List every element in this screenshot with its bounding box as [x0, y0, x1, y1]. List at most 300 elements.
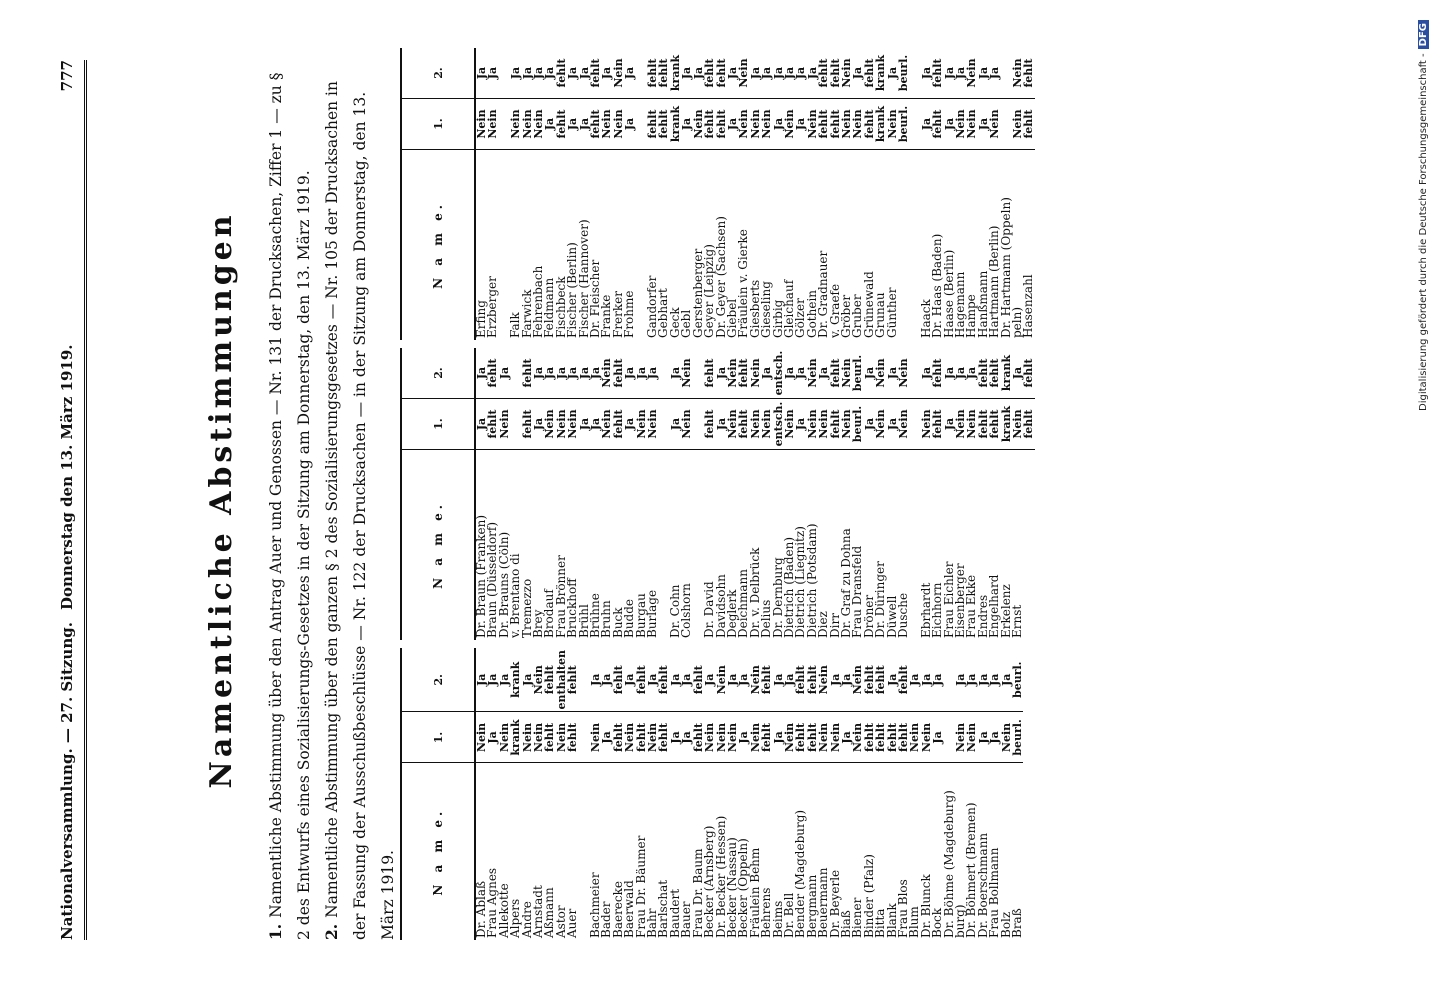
member-name: Barlschat: [656, 879, 671, 938]
member-name: Bergmann: [804, 874, 819, 938]
vote-2-value: Ja: [499, 648, 510, 712]
vote-2-value: fehlt: [522, 348, 533, 399]
vote-2-value: Ja: [989, 48, 1000, 99]
vote-2-value: Ja: [590, 348, 601, 399]
member-name: Gothein: [804, 289, 819, 338]
vote-2-value: Ja: [533, 348, 544, 399]
member-name: Frohme: [622, 290, 637, 338]
vote-1-value: fehlt: [1023, 399, 1034, 450]
vote-2-value: Nein: [716, 648, 727, 712]
table-row: [716, 48, 727, 340]
vote-1-value: Nein: [647, 399, 658, 450]
table-row: [590, 348, 601, 640]
vote-1-value: Nein: [738, 99, 749, 150]
vote-2-value: Ja: [522, 48, 533, 99]
table-row: [567, 348, 578, 640]
vote-1-value: Nein: [784, 99, 795, 150]
table-row: [522, 348, 533, 640]
vote-2-value: Nein: [1012, 48, 1023, 99]
vote-2-value: fehlt: [544, 648, 555, 712]
vote-2-value: Ja: [556, 348, 567, 399]
member-name: Giebel: [724, 298, 739, 338]
vote-2-value: krank: [510, 648, 521, 712]
vote-2-value: Ja: [716, 348, 727, 399]
vote-2-value: fehlt: [647, 48, 658, 99]
vote-1-value: Nein: [590, 712, 601, 763]
member-name: Bauer: [679, 901, 694, 938]
member-name: Frau Ekke: [964, 574, 979, 638]
member-name: Fischer (Berlin): [565, 242, 580, 338]
vote-2-value: Ja: [784, 648, 795, 712]
vote-2-value: Ja: [681, 648, 692, 712]
vote-2-value: fehlt: [830, 48, 841, 99]
vote-1-value: Ja: [795, 399, 806, 450]
vote-2-value: Ja: [475, 348, 487, 399]
member-name: Grünewald: [861, 271, 876, 338]
vote-2-value: Nein: [898, 348, 909, 399]
vote-1-value: Ja: [944, 99, 955, 150]
member-name: Beims: [770, 900, 785, 938]
vote-1-value: fehlt: [795, 712, 806, 763]
name-column-header: N a m e.: [431, 807, 445, 896]
vote-1-header: 1.: [401, 399, 475, 450]
member-name: Dietrich (Liegnitz): [793, 526, 808, 638]
member-name: Gleichauf: [781, 279, 796, 338]
vote-1-value: Nein: [955, 712, 966, 763]
vote-2-value: entsch.: [773, 348, 784, 399]
vote-2-value: Ja: [818, 348, 829, 399]
vote-2-value: fehlt: [864, 48, 875, 99]
table-row: [750, 348, 761, 640]
member-name: Dr. Boerschmann: [975, 832, 990, 938]
table-header-row: [401, 48, 475, 340]
vote-1-value: Nein: [716, 712, 727, 763]
vote-2-value: enthalten: [556, 648, 567, 712]
vote-1-value: Nein: [704, 712, 715, 763]
vote-1-value: fehlt: [932, 99, 943, 150]
vote-1-value: Nein: [624, 712, 635, 763]
vote-1-value: Nein: [761, 99, 772, 150]
vote-2-value: Ja: [624, 48, 635, 99]
member-name: Dietrich (Baden): [781, 536, 796, 638]
table-row: [898, 48, 909, 340]
vote-1-value: Ja: [773, 99, 784, 150]
motion-2: [318, 60, 402, 940]
vote-2-value: fehlt: [1023, 348, 1034, 399]
table-row: [807, 348, 818, 640]
vote-1-value: Ja: [579, 399, 590, 450]
member-name: Dr. Braun (Franken): [474, 514, 488, 638]
vote-1-value: Ja: [601, 712, 612, 763]
member-name: v. Graefe: [827, 283, 842, 338]
vote-1-value: Nein: [601, 399, 612, 450]
member-name: Haack: [918, 299, 933, 338]
vote-1-value: fehlt: [887, 712, 898, 763]
vote-1-value: Nein: [601, 99, 612, 150]
member-name: Gebhart: [656, 288, 671, 338]
vote-1-value: Ja: [624, 399, 635, 450]
vote-2-value: Nein: [727, 348, 738, 399]
vote-2-value: Ja: [921, 48, 932, 99]
vote-1-value: Ja: [624, 99, 635, 150]
vote-1-value: fehlt: [830, 99, 841, 150]
stamp-text: Digitalisierung gefördert durch die Deutsche Forschungsgemeinschaft -: [1418, 53, 1429, 411]
vote-2-value: Nein: [750, 348, 761, 399]
vote-2-value: fehlt: [590, 48, 601, 99]
member-name: Astor: [553, 905, 568, 938]
vote-2-value: Ja: [784, 348, 795, 399]
vote-1-value: Ja: [841, 712, 852, 763]
member-name: Hasenzahl: [1021, 274, 1036, 338]
member-name: Frau Dransfeld: [850, 545, 865, 638]
vote-2-value: Nein: [613, 48, 624, 99]
table-row: [909, 48, 920, 340]
vote-1-value: Nein: [841, 99, 852, 150]
member-name: Erfing: [474, 300, 488, 338]
member-name: Dietrich (Potsdam): [804, 523, 819, 638]
vote-2-value: Ja: [579, 348, 590, 399]
vote-1-value: Nein: [989, 99, 1000, 150]
vote-2-value: beurl.: [1012, 648, 1023, 712]
vote-1-value: beurl.: [898, 99, 909, 150]
vote-1-value: Ja: [670, 399, 681, 450]
member-name: Frau Blos: [896, 879, 911, 938]
vote-1-value: fehlt: [613, 399, 624, 450]
member-name: Bruhn: [599, 600, 614, 638]
member-name: Gieseling: [759, 281, 774, 338]
vote-1-value: fehlt: [978, 399, 989, 450]
member-name: Bender (Magdeburg): [793, 809, 808, 938]
vote-2-value: Ja: [636, 348, 647, 399]
vote-2-value: Ja: [761, 348, 772, 399]
vote-2-value: krank: [1001, 348, 1012, 399]
member-name: Dröner: [861, 594, 876, 638]
vote-2-value: Ja: [590, 648, 601, 712]
vote-2-value: Ja: [647, 348, 658, 399]
member-name: Erzberger: [485, 276, 500, 338]
vote-1-value: fehlt: [487, 399, 498, 450]
vote-1-value: Ja: [864, 399, 875, 450]
vote-2-value: Ja: [966, 648, 977, 712]
vote-1-value: Nein: [852, 99, 863, 150]
member-name: Dr. Fleischer: [588, 259, 603, 338]
member-name: Eisenberger: [953, 563, 968, 638]
vote-2-value: fehlt: [556, 48, 567, 99]
vote-1-value: Nein: [875, 399, 886, 450]
member-name: Dirr: [827, 613, 842, 638]
member-name: Gölzer: [793, 298, 808, 338]
member-name: Dr. Geyer (Sachsen): [713, 216, 728, 338]
dfg-badge: DFG: [1418, 20, 1429, 49]
member-name: Dr. Dernburg: [770, 557, 785, 638]
vote-1-value: Nein: [852, 712, 863, 763]
member-name: Binder (Pfalz): [861, 854, 876, 938]
vote-1-value: Nein: [955, 99, 966, 150]
member-name: Dr. Ablaß: [474, 880, 488, 938]
vote-2-value: Ja: [932, 648, 943, 712]
header-rule: [84, 60, 87, 940]
running-header: [58, 60, 86, 940]
vote-2-value: Ja: [693, 48, 704, 99]
member-name: Düwell: [884, 595, 899, 638]
vote-2-value: Nein: [841, 348, 852, 399]
vote-1-value: Nein: [807, 399, 818, 450]
vote-2-value: krank: [670, 48, 681, 99]
vote-1-value: Ja: [681, 99, 692, 150]
vote-1-value: Ja: [670, 712, 681, 763]
vote-2-value: Ja: [887, 48, 898, 99]
vote-1-value: Ja: [567, 99, 578, 150]
member-name: Farwick: [519, 289, 534, 338]
vote-2-value: Ja: [1012, 348, 1023, 399]
vote-1-value: fehlt: [875, 712, 886, 763]
vote-2-value: Ja: [807, 48, 818, 99]
vote-2-value: Ja: [533, 48, 544, 99]
member-name: Dr. Brauns (Cöln): [496, 531, 511, 638]
vote-2-value: fehlt: [978, 348, 989, 399]
vote-1-value: fehlt: [864, 712, 875, 763]
vote-1-value: fehlt: [544, 712, 555, 763]
member-name: Brey: [531, 609, 546, 638]
table-row: [1012, 348, 1023, 640]
vote-1-value: [510, 399, 521, 450]
member-name: Eichhorn: [930, 582, 945, 638]
member-name: Becker (Oppeln): [736, 838, 751, 938]
vote-1-value: fehlt: [830, 399, 841, 450]
member-name: Blum: [907, 906, 922, 938]
vote-2-value: fehlt: [567, 648, 578, 712]
member-name: Brühl: [576, 604, 591, 638]
vote-2-value: fehlt: [932, 48, 943, 99]
vote-1-value: Nein: [784, 399, 795, 450]
member-name: Endres: [975, 594, 990, 638]
vote-2-value: fehlt: [613, 648, 624, 712]
vote-1-header: 1.: [401, 99, 475, 150]
vote-2-value: fehlt: [898, 648, 909, 712]
name-column-header: N a m e.: [431, 201, 445, 289]
vote-2-value: Ja: [738, 648, 749, 712]
vote-1-value: Nein: [475, 712, 487, 763]
vote-2-value: Nein: [533, 648, 544, 712]
vote-2-value: Ja: [704, 648, 715, 712]
vote-2-value: fehlt: [636, 648, 647, 712]
table-row: [784, 48, 795, 340]
member-name: Arnstadt: [531, 885, 546, 938]
vote-2-value: fehlt: [704, 48, 715, 99]
vote-1-value: fehlt: [613, 712, 624, 763]
member-name: Burlage: [645, 589, 660, 638]
vote-2-value: Ja: [795, 348, 806, 399]
vote-2-value: Ja: [966, 348, 977, 399]
vote-1-value: fehlt: [807, 712, 818, 763]
table-row: [613, 348, 624, 640]
vote-1-value: Ja: [978, 712, 989, 763]
member-name: Dr. Bell: [781, 892, 796, 938]
member-name: Colshorn: [679, 583, 694, 638]
member-name: Fehrenbach: [531, 265, 546, 338]
vote-2-value: Ja: [567, 48, 578, 99]
member-name: Dusche: [896, 592, 910, 638]
member-name: Baerecke: [610, 880, 625, 938]
vote-2-value: Ja: [955, 348, 966, 399]
vote-2-value: Ja: [499, 348, 510, 399]
vote-2-value: fehlt: [830, 348, 841, 399]
vote-table-3: [400, 48, 1035, 340]
vote-2-value: Ja: [830, 648, 841, 712]
vote-2-value: Nein: [818, 648, 829, 712]
member-name: Frau Agnes: [485, 867, 500, 938]
vote-2-value: Nein: [966, 48, 977, 99]
vote-1-value: Ja: [579, 99, 590, 150]
vote-1-value: entsch.: [773, 399, 784, 450]
member-name: Becker (Nassau): [724, 837, 739, 938]
member-name: Delius: [759, 599, 774, 638]
table-row: [761, 648, 772, 940]
vote-2-value: fehlt: [658, 648, 669, 712]
vote-1-value: fehlt: [658, 712, 669, 763]
member-name: Hartmann (Berlin): [987, 225, 1002, 338]
page-number: 777: [58, 60, 76, 92]
member-name: Blank: [884, 903, 899, 938]
vote-1-value: Nein: [750, 99, 761, 150]
vote-1-value: fehlt: [716, 99, 727, 150]
vote-2-value: Ja: [784, 48, 795, 99]
table-row: [681, 348, 692, 640]
motion-text: Namentliche Abstimmung über den Antrag Auer und Genossen — Nr. 131 der Drucksachen, Ziffer 1 — zu § 2 des Entwurfs eines Sozialisierungs-Gesetzes in der Sitzung am Donnerstag, den 13. März 1919.: [267, 72, 313, 940]
vote-1-value: krank: [670, 99, 681, 150]
vote-1-value: Ja: [921, 99, 932, 150]
member-name: Beuermann: [816, 867, 831, 938]
member-name: Andre: [519, 901, 534, 938]
vote-1-value: beurl.: [1012, 712, 1023, 763]
vote-1-value: Ja: [544, 99, 555, 150]
motion-number: 1.: [266, 923, 285, 940]
vote-2-value: Ja: [773, 648, 784, 712]
vote-1-value: Nein: [727, 712, 738, 763]
member-name: [898, 150, 909, 341]
vote-2-header: 2.: [401, 48, 475, 99]
vote-1-value: Nein: [761, 399, 772, 450]
vote-table-2: [400, 348, 1035, 640]
member-name: Bock: [930, 907, 945, 938]
vote-1-value: Nein: [727, 399, 738, 450]
vote-1-value: Nein: [510, 99, 521, 150]
table-row: [989, 648, 1000, 940]
member-name: Deichmann: [736, 569, 751, 638]
member-name: Dr. v. Delbrück: [747, 547, 762, 638]
table-row: [670, 48, 681, 340]
vote-1-value: Nein: [499, 399, 510, 450]
vote-1-value: Ja: [932, 712, 943, 763]
vote-2-value: Ja: [944, 48, 955, 99]
table-row: [898, 648, 909, 940]
vote-2-value: Ja: [978, 648, 989, 712]
vote-1-value: fehlt: [636, 712, 647, 763]
member-name: Dr. Graf zu Dohna: [838, 528, 853, 638]
table-row: [875, 648, 886, 940]
vote-2-value: Nein: [875, 348, 886, 399]
vote-1-value: Nein: [613, 99, 624, 150]
table-row: [761, 48, 772, 340]
member-name: Fräulein v. Gierke: [736, 229, 751, 338]
member-name: Behrens: [759, 887, 774, 938]
member-name: Günther: [884, 287, 899, 338]
member-name: Dr. Böhmert (Bremen): [964, 802, 979, 938]
vote-2-value: Ja: [955, 648, 966, 712]
vote-2-value: fehlt: [693, 648, 704, 712]
vote-1-value: Ja: [887, 399, 898, 450]
member-name: Geyer (Leipzig): [702, 244, 717, 338]
vote-1-value: Nein: [818, 712, 829, 763]
table-row: [510, 648, 521, 940]
member-name: Bader: [599, 901, 614, 938]
vote-2-value: Nein: [807, 348, 818, 399]
member-name: Fischer (Hannover): [576, 219, 591, 338]
vote-1-value: Nein: [750, 399, 761, 450]
vote-1-value: Nein: [966, 99, 977, 150]
vote-2-value: Ja: [522, 648, 533, 712]
table-row: [921, 648, 932, 940]
vote-2-header: 2.: [401, 648, 475, 712]
motion-number: 2.: [322, 923, 341, 940]
member-name: Braß: [1010, 908, 1025, 938]
vote-2-value: Ja: [567, 348, 578, 399]
member-name: Dr. Cohn: [667, 584, 682, 638]
member-name: Auer: [565, 908, 580, 938]
member-name: Frau Eichler: [941, 561, 956, 638]
vote-1-value: Nein: [544, 399, 555, 450]
table-row: [944, 648, 955, 940]
member-name: Grunau: [873, 292, 888, 338]
table-header-row: [401, 348, 475, 640]
vote-2-value: Ja: [864, 348, 875, 399]
member-name: Feldmann: [542, 277, 557, 338]
member-name: Davidsohn: [713, 574, 728, 638]
vote-1-value: fehlt: [647, 99, 658, 150]
member-name: Frau Brönner: [553, 555, 568, 638]
member-name: Frau Bollmann: [987, 847, 1002, 938]
vote-2-value: Ja: [852, 48, 863, 99]
vote-2-value: Ja: [955, 48, 966, 99]
vote-1-header: 1.: [401, 712, 475, 763]
vote-1-value: Nein: [522, 99, 533, 150]
vote-1-value: Nein: [1001, 712, 1012, 763]
vote-1-value: Ja: [989, 712, 1000, 763]
vote-2-value: Ja: [978, 48, 989, 99]
vote-1-value: Nein: [841, 399, 852, 450]
member-name: Engelhard: [987, 574, 1002, 638]
vote-1-value: fehlt: [932, 399, 943, 450]
vote-1-value: Nein: [887, 99, 898, 150]
vote-1-value: Nein: [533, 712, 544, 763]
vote-1-value: Ja: [590, 399, 601, 450]
member-name: Budde: [622, 598, 637, 638]
vote-2-header: 2.: [401, 348, 475, 399]
vote-1-value: Nein: [784, 712, 795, 763]
vote-tables: [400, 45, 1410, 940]
vote-1-value: Nein: [898, 399, 909, 450]
vote-1-value: Nein: [636, 399, 647, 450]
vote-1-value: fehlt: [898, 712, 909, 763]
member-name: Allekotte: [496, 883, 511, 938]
vote-1-value: Nein: [556, 712, 567, 763]
member-name: Frau Dr. Bäumer: [633, 835, 648, 938]
vote-2-value: Ja: [670, 348, 681, 399]
member-name: Hagemann: [953, 271, 968, 338]
vote-2-value: Ja: [601, 48, 612, 99]
vote-1-value: Nein: [818, 399, 829, 450]
member-name: Hanßmann: [975, 270, 990, 338]
